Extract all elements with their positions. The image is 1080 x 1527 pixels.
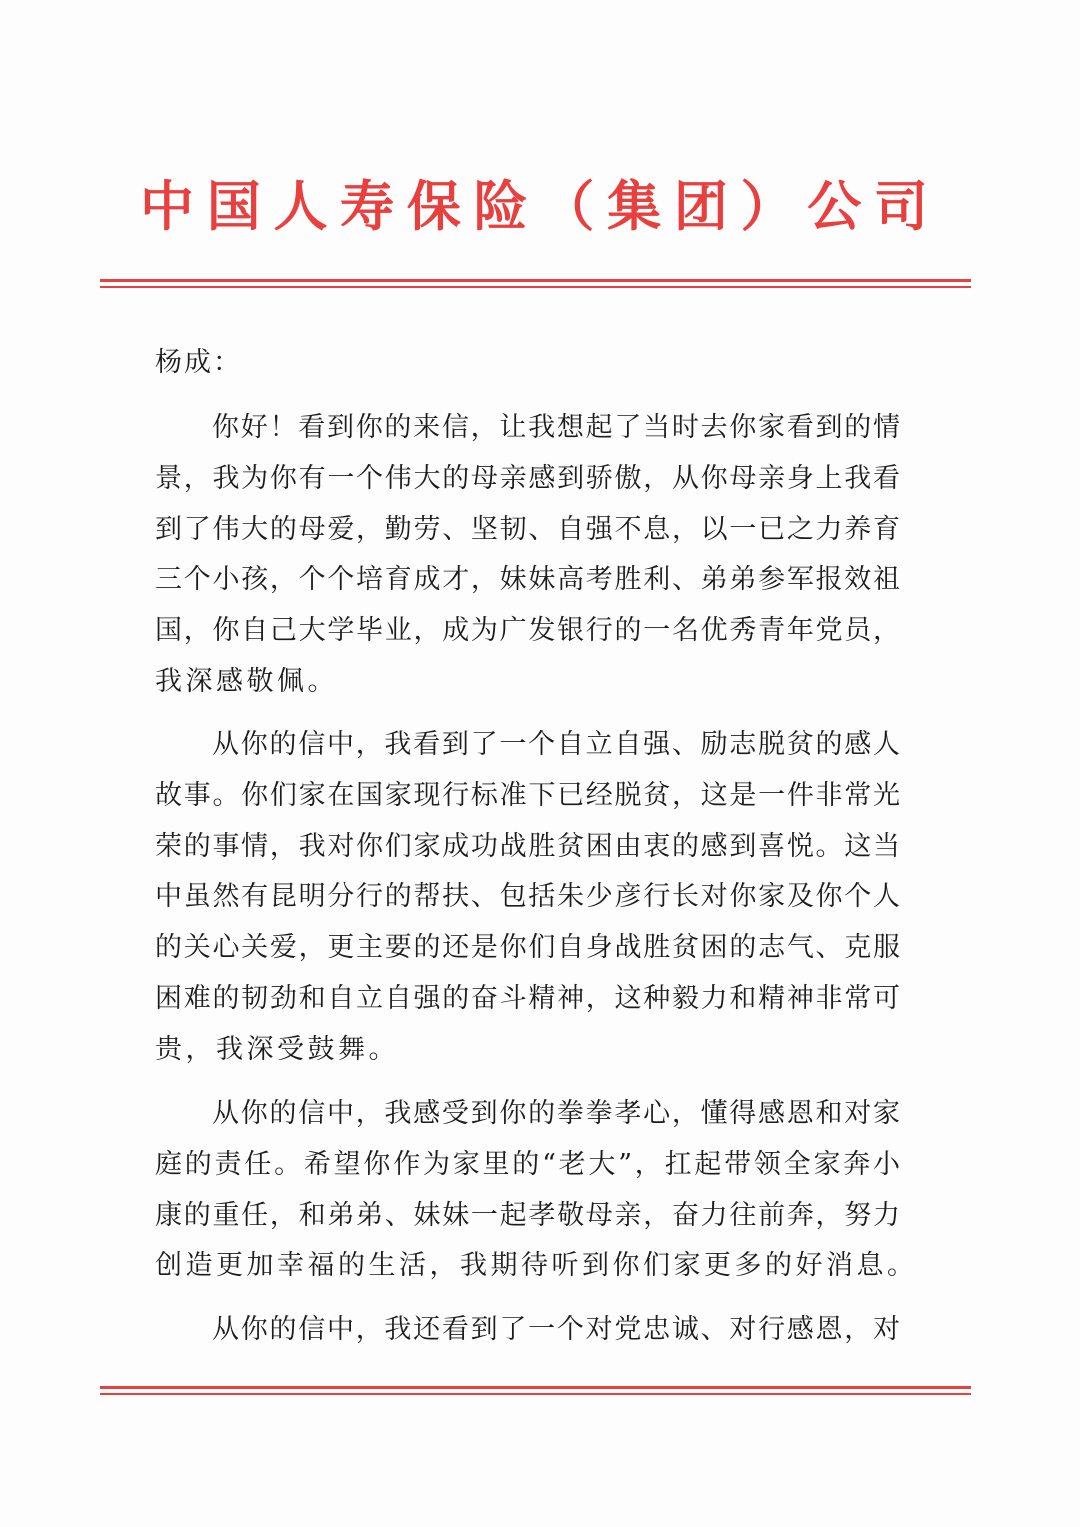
letter-line: 从你的信中，我还看到了一个对党忠诚、对行感恩，对 xyxy=(212,1314,900,1345)
letter-line: 康的重任，和弟弟、妹妹一起孝敬母亲，奋力往前奔，努力 xyxy=(155,1199,900,1231)
header-rule-thick xyxy=(100,279,971,282)
letter-line: 庭的责任。希望你作为家里的“老大”，扛起带领全家奔小 xyxy=(155,1148,900,1180)
letter-line: 从你的信中，我看到了一个自立自强、励志脱贫的感人 xyxy=(212,729,900,760)
letter-line: 贵，我深受鼓舞。 xyxy=(155,1033,399,1065)
letter-line: 到了伟大的母爱，勤劳、坚韧、自强不息，以一已之力养育 xyxy=(155,513,900,545)
letter-line: 三个小孩，个个培育成才，妹妹高考胜利、弟弟参军报效祖 xyxy=(155,564,900,596)
letter-line: 荣的事情，我对你们家成功战胜贫困由衷的感到喜悦。这当 xyxy=(155,830,900,862)
footer-rule-thick xyxy=(100,1386,971,1389)
letter-line: 从你的信中，我感受到你的拳拳孝心，懂得感恩和对家 xyxy=(212,1098,900,1129)
letter-line: 创造更加幸福的生活，我期待听到你们家更多的好消息。 xyxy=(155,1250,918,1282)
letter-line: 故事。你们家在国家现行标准下已经脱贫，这是一件非常光 xyxy=(155,779,900,811)
letter-line: 的关心关爱，更主要的还是你们自身战胜贫困的志气、克服 xyxy=(155,932,900,964)
letter-line: 中虽然有昆明分行的帮扶、包括朱少彦行长对你家及你个人 xyxy=(155,881,900,913)
letter-line: 我深感敬佩。 xyxy=(155,666,338,697)
letterhead-title: 中国人寿保险（集团）公司 xyxy=(140,175,930,238)
letter-line: 景，我为你有一个伟大的母亲感到骄傲，从你母亲身上我看 xyxy=(155,462,900,494)
footer-rule-thin xyxy=(100,1393,971,1395)
letter-line: 困难的韧劲和自立自强的奋斗精神，这种毅力和精神非常可 xyxy=(155,983,900,1014)
header-rule-thin xyxy=(100,286,971,288)
salutation: 杨成： xyxy=(155,347,242,378)
letter-line: 你好！看到你的来信，让我想起了当时去你家看到的情 xyxy=(212,412,900,443)
letter-line: 国，你自己大学毕业，成为广发银行的一名优秀青年党员， xyxy=(155,615,900,647)
